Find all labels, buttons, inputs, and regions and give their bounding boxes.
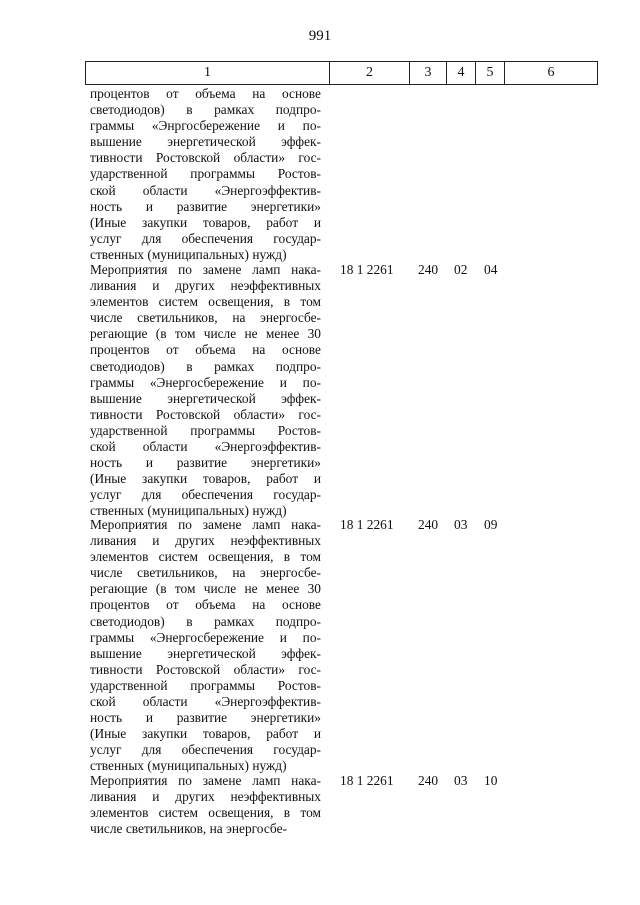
description-line: (Иные закупки товаров, работ и <box>90 214 321 230</box>
description-line: процентов от объема на основе <box>90 86 321 101</box>
description-line: ность и развитие энергетики» <box>90 198 321 214</box>
description-line: ударственной программы Ростов- <box>90 166 321 182</box>
expense-type-code: 240 <box>418 773 439 788</box>
description-line: Мероприятия по замене ламп нака- <box>90 517 321 532</box>
expense-type-code: 240 <box>418 262 439 277</box>
description-line: граммы «Энергосбережение и по- <box>90 374 321 390</box>
description-line: Мероприятия по замене ламп нака- <box>90 773 321 788</box>
page-number: 991 <box>308 28 332 44</box>
target-article-code: 18 1 2261 <box>340 517 394 532</box>
description-line: элементов систем освещения, в том <box>90 805 321 821</box>
section-code: 03 <box>454 517 468 532</box>
description-line: регающие (в том числе не менее 30 <box>90 326 321 342</box>
row-description <box>90 773 321 837</box>
description-line: услуг для обеспечения государ- <box>90 742 321 758</box>
description-line: ственных (муниципальных) нужд) <box>90 246 287 262</box>
description-line: (Иные закупки товаров, работ и <box>90 471 321 487</box>
row-description <box>90 517 321 775</box>
description-line: ливания и других неэффективных <box>90 789 321 805</box>
subsection-code: 10 <box>484 773 498 788</box>
column-header-3: 3 <box>410 62 447 85</box>
description-line: процентов от объема на основе <box>90 597 321 613</box>
section-code: 02 <box>454 262 468 277</box>
description-line: процентов от объема на основе <box>90 342 321 358</box>
description-line: ской области «Энергоэффектив- <box>90 439 321 455</box>
column-header-4: 4 <box>447 62 476 85</box>
subsection-code: 09 <box>484 517 498 532</box>
description-line: элементов систем освещения, в том <box>90 294 321 310</box>
description-line: ской области «Энергоэффектив- <box>90 182 321 198</box>
description-line: ственных (муниципальных) нужд) <box>90 503 287 519</box>
description-line: ской области «Энергоэффектив- <box>90 694 321 710</box>
description-line: светодиодов) в рамках подпро- <box>90 102 321 118</box>
description-line: вышение энергетической эффек- <box>90 134 321 150</box>
description-line: тивности Ростовской области» гос- <box>90 661 321 677</box>
description-line: ственных (муниципальных) нужд) <box>90 758 287 774</box>
description-line: тивности Ростовской области» гос- <box>90 406 321 422</box>
target-article-code: 18 1 2261 <box>340 262 394 277</box>
description-line: светодиодов) в рамках подпро- <box>90 613 321 629</box>
description-line: числе светильников, на энергосбе- <box>90 821 287 837</box>
description-line: ность и развитие энергетики» <box>90 710 321 726</box>
row-description <box>90 262 321 520</box>
description-line: ударственной программы Ростов- <box>90 422 321 438</box>
description-line: числе светильников, на энергосбе- <box>90 565 321 581</box>
description-line: (Иные закупки товаров, работ и <box>90 726 321 742</box>
description-line: вышение энергетической эффек- <box>90 390 321 406</box>
description-line: числе светильников, на энергосбе- <box>90 310 321 326</box>
description-line: ливания и других неэффективных <box>90 278 321 294</box>
description-line: ность и развитие энергетики» <box>90 455 321 471</box>
column-header-table <box>85 61 598 85</box>
row-description <box>90 86 321 263</box>
description-line: светодиодов) в рамках подпро- <box>90 358 321 374</box>
column-header-5: 5 <box>476 62 505 85</box>
description-line: услуг для обеспечения государ- <box>90 487 321 503</box>
description-line: ударственной программы Ростов- <box>90 677 321 693</box>
column-header-2: 2 <box>330 62 410 85</box>
target-article-code: 18 1 2261 <box>340 773 394 788</box>
column-header-6: 6 <box>505 62 598 85</box>
description-line: Мероприятия по замене ламп нака- <box>90 262 321 277</box>
description-line: ливания и других неэффективных <box>90 533 321 549</box>
expense-type-code: 240 <box>418 517 439 532</box>
description-line: граммы «Энергосбережение и по- <box>90 629 321 645</box>
column-header-1: 1 <box>86 62 330 85</box>
description-line: элементов систем освещения, в том <box>90 549 321 565</box>
description-line: регающие (в том числе не менее 30 <box>90 581 321 597</box>
description-line: вышение энергетической эффек- <box>90 645 321 661</box>
section-code: 03 <box>454 773 468 788</box>
description-line: тивности Ростовской области» гос- <box>90 150 321 166</box>
description-line: граммы «Энргосбережение и по- <box>90 118 321 134</box>
subsection-code: 04 <box>484 262 498 277</box>
description-line: услуг для обеспечения государ- <box>90 230 321 246</box>
